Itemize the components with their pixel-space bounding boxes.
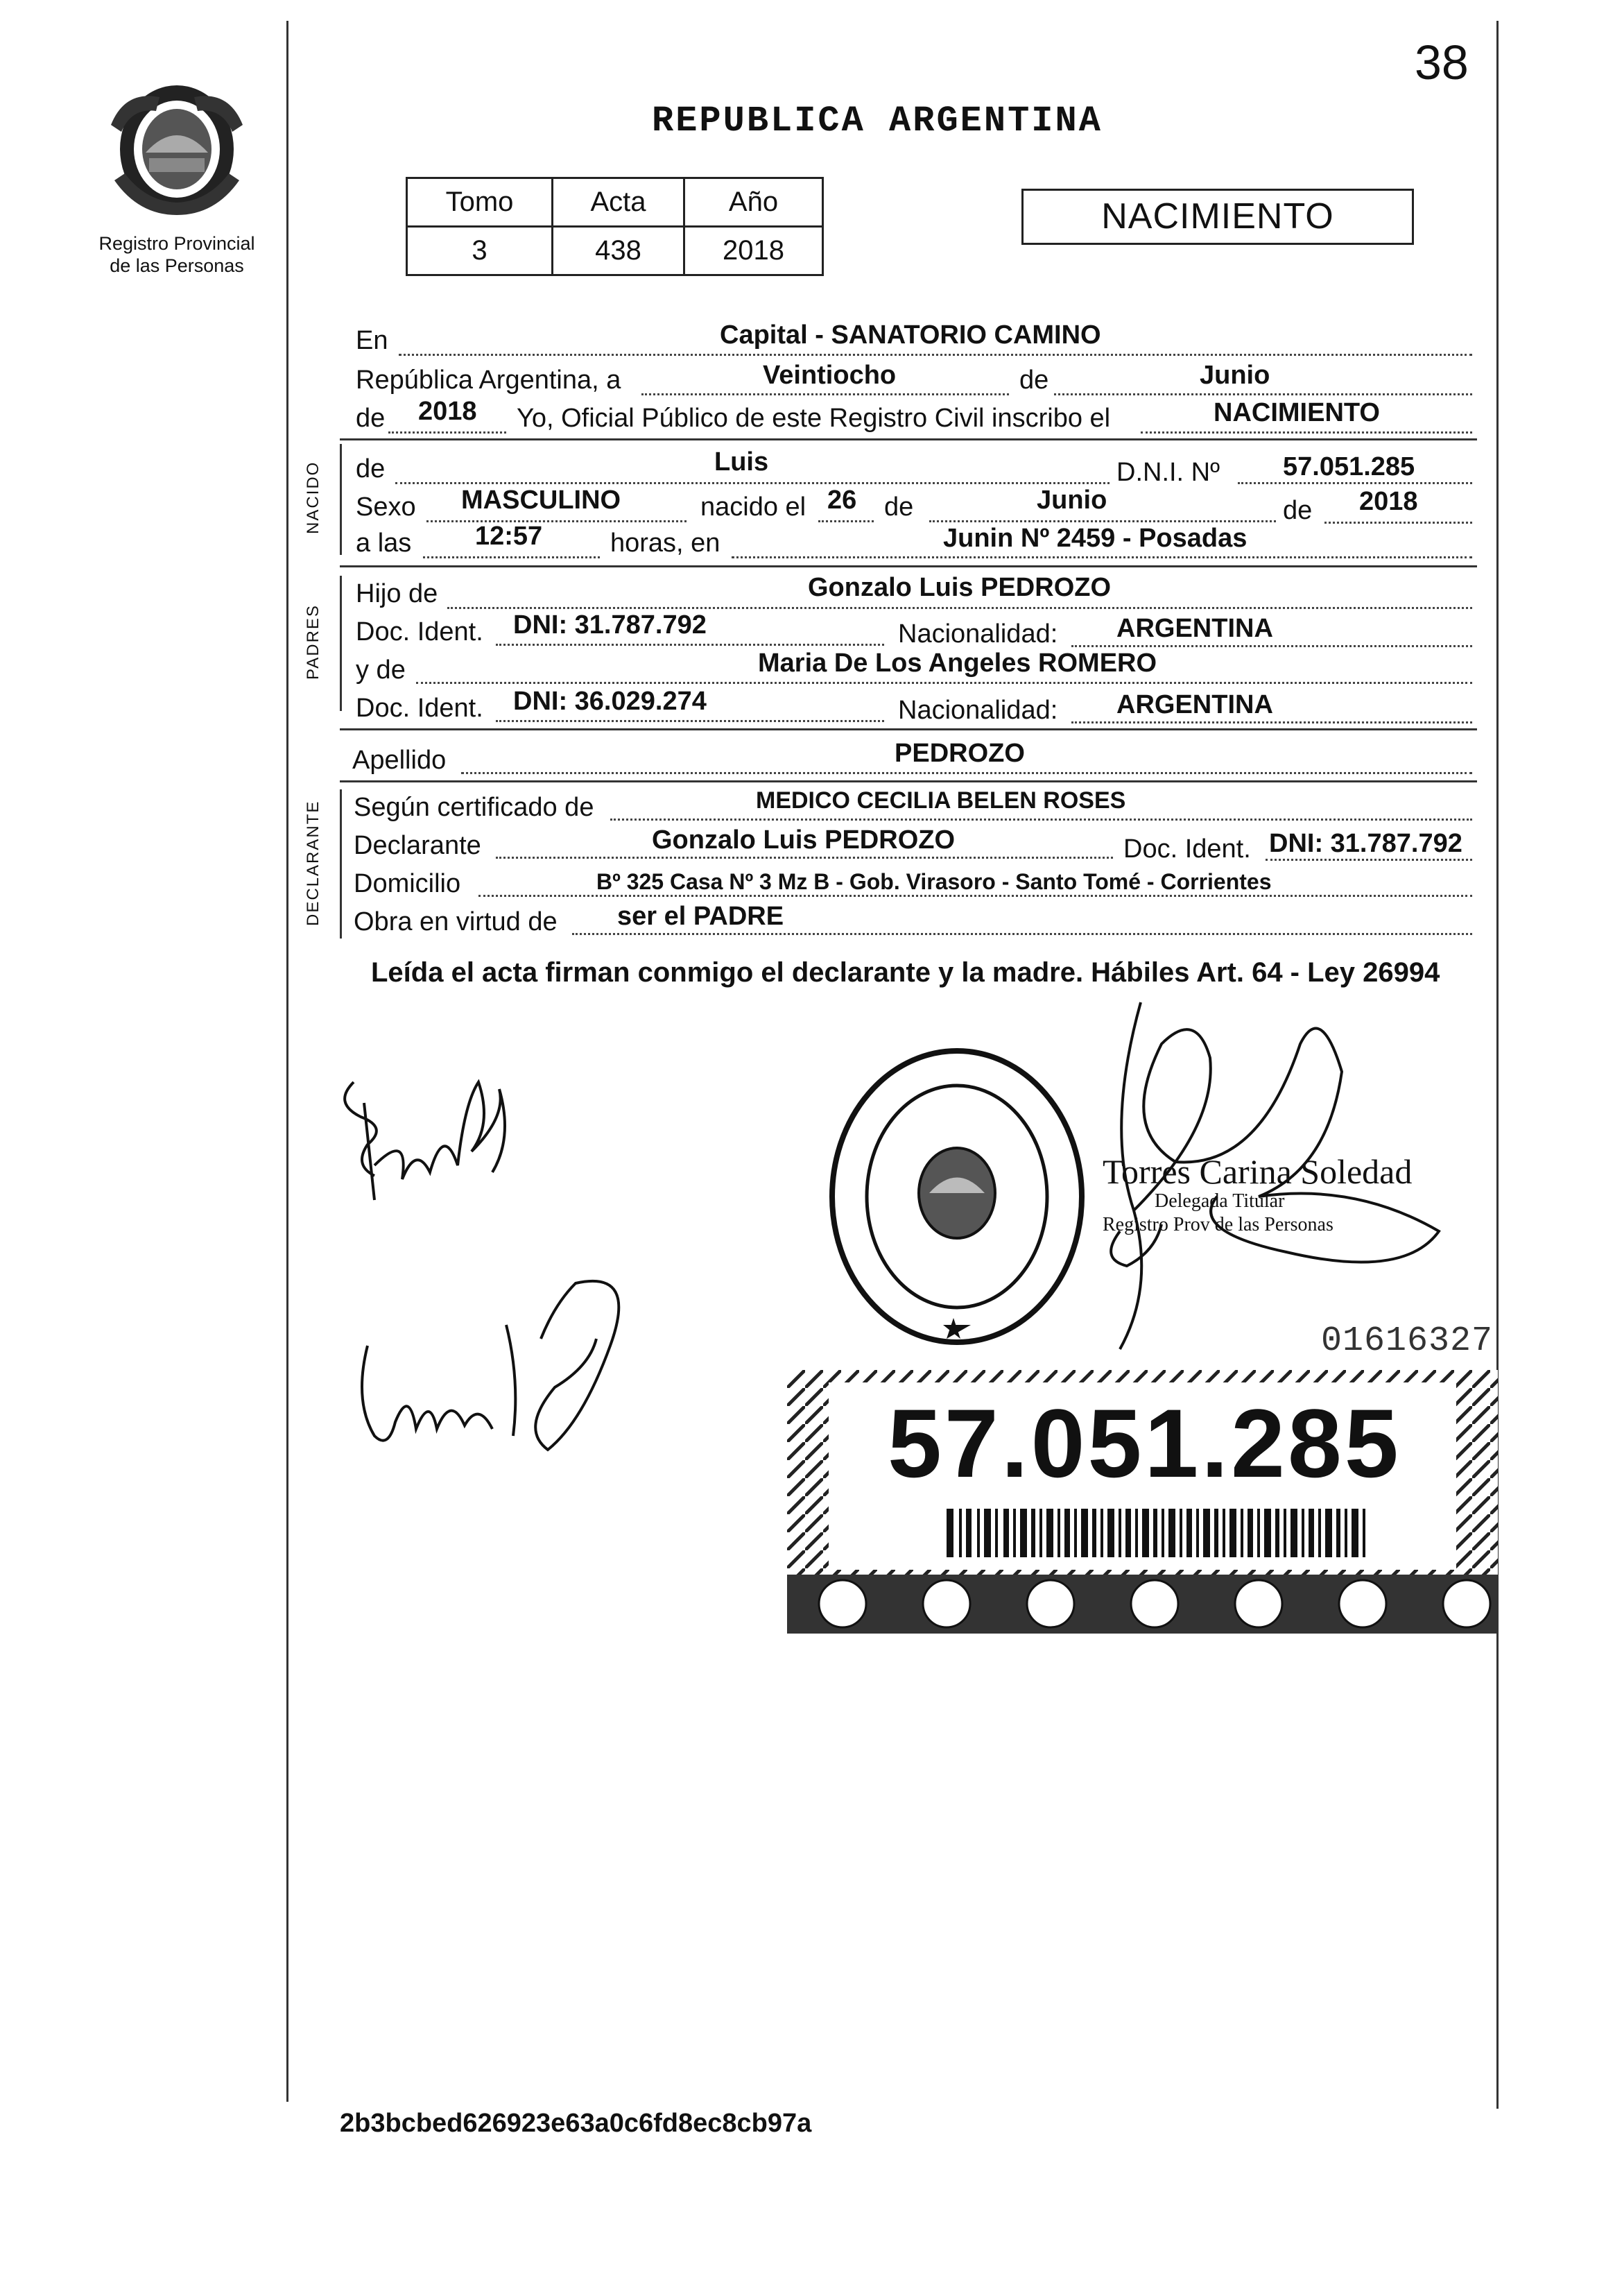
- dotted-line: [388, 431, 506, 434]
- nacionalidad-label: Nacionalidad:: [898, 696, 1058, 725]
- provincial-seal-logo: [97, 76, 257, 222]
- dotted-line: [1238, 482, 1472, 484]
- section-divider: [340, 565, 1477, 567]
- domicilio-label: Domicilio: [354, 869, 461, 898]
- child-dni-value: 57.051.285: [1283, 452, 1415, 481]
- section-divider: [340, 780, 1477, 782]
- record-type-box: NACIMIENTO: [1021, 189, 1414, 245]
- surname-value: PEDROZO: [895, 739, 1025, 768]
- dotted-line: [395, 482, 1110, 484]
- left-margin-line: [286, 21, 288, 2102]
- child-name-value: Luis: [714, 447, 769, 477]
- official-organization: Registro Prov de las Personas: [1103, 1214, 1333, 1235]
- certificate-value: MEDICO CECILIA BELEN ROSES: [756, 787, 1126, 814]
- anio-header: Año: [684, 178, 823, 227]
- hijo-de-label: Hijo de: [356, 579, 438, 608]
- nacido-bracket: [340, 444, 342, 555]
- sexo-label: Sexo: [356, 492, 416, 522]
- official-name: Torres Carina Soledad: [1103, 1152, 1413, 1191]
- mother-nationality-value: ARGENTINA: [1116, 690, 1273, 719]
- apellido-label: Apellido: [352, 746, 447, 775]
- y-de-label: y de: [356, 656, 406, 685]
- dotted-line: [496, 857, 1113, 859]
- birth-place-value: Junin Nº 2459 - Posadas: [943, 524, 1248, 553]
- anio-value: 2018: [684, 227, 823, 275]
- declarante-bracket: [340, 789, 342, 939]
- tomo-header: Tomo: [407, 178, 553, 227]
- issuer-caption-line1: Registro Provincial: [98, 233, 255, 254]
- padres-bracket: [340, 576, 342, 711]
- sticker-dni-number: 57.051.285: [888, 1389, 1401, 1498]
- de-label: de: [884, 492, 914, 522]
- de-label: de: [1283, 496, 1313, 525]
- birth-month-value: Junio: [1037, 486, 1107, 515]
- place-value: Capital - SANATORIO CAMINO: [720, 320, 1101, 350]
- dotted-line: [426, 520, 687, 522]
- dotted-line: [732, 556, 1472, 558]
- de-label: de: [356, 404, 386, 433]
- dotted-line: [641, 393, 1009, 395]
- dotted-line: [496, 644, 884, 646]
- document-title: REPUBLICA ARGENTINA: [652, 101, 1103, 142]
- document-hash: 2b3bcbed626923e63a0c6fd8ec8cb97a: [340, 2109, 812, 2138]
- doc-ident-label: Doc. Ident.: [356, 617, 483, 646]
- address-value: Bº 325 Casa Nº 3 Mz B - Gob. Virasoro - Santo Tomé - Corrientes: [596, 869, 1272, 894]
- nacionalidad-label: Nacionalidad:: [898, 619, 1058, 649]
- serial-number: 01616327: [1321, 1321, 1494, 1361]
- sex-value: MASCULINO: [461, 486, 621, 515]
- dotted-line: [416, 682, 1472, 684]
- time-value: 12:57: [475, 522, 543, 551]
- closing-statement: Leída el acta firman conmigo el declarante y la madre. Hábiles Art. 64 - Ley 26994: [371, 957, 1440, 988]
- page-number: 38: [1415, 35, 1469, 89]
- dotted-line: [572, 933, 1472, 935]
- acta-value: 438: [553, 227, 684, 275]
- nacido-de-label: de: [356, 454, 386, 483]
- dotted-line: [423, 556, 600, 558]
- tomo-value: 3: [407, 227, 553, 275]
- official-role: Delegada Titular: [1155, 1190, 1285, 1212]
- capacity-value: ser el PADRE: [617, 902, 784, 931]
- dotted-line: [1266, 859, 1472, 861]
- doc-ident-label: Doc. Ident.: [356, 694, 483, 723]
- declarante-label: Declarante: [354, 831, 481, 860]
- certificado-label: Según certificado de: [354, 793, 594, 822]
- issuer-caption-line2: de las Personas: [110, 255, 244, 276]
- father-doc-value: DNI: 31.787.792: [513, 610, 707, 640]
- declarant-name-value: Gonzalo Luis PEDROZO: [652, 825, 956, 855]
- dotted-line: [1054, 393, 1472, 395]
- issuer-caption: [83, 232, 270, 277]
- en-label: En: [356, 326, 388, 355]
- yo-text: Yo, Oficial Público de este Registro Civil inscribo el: [517, 404, 1111, 433]
- mother-name-value: Maria De Los Angeles ROMERO: [758, 649, 1157, 678]
- day-value: Veintiocho: [763, 361, 897, 390]
- nacido-el-label: nacido el: [700, 492, 806, 522]
- mother-doc-value: DNI: 36.029.274: [513, 687, 707, 716]
- republica-label: República Argentina, a: [356, 366, 621, 395]
- father-name-value: Gonzalo Luis PEDROZO: [808, 573, 1112, 602]
- dotted-line: [399, 354, 1472, 356]
- dotted-line: [1071, 721, 1472, 723]
- section-divider: [340, 728, 1477, 730]
- registry-table: [406, 177, 824, 276]
- birth-day-value: 26: [827, 486, 857, 515]
- dotted-line: [496, 720, 884, 722]
- horas-label: horas, en: [610, 529, 720, 558]
- dni-label: D.N.I. Nº: [1116, 458, 1220, 487]
- doc-ident-label: Doc. Ident.: [1123, 834, 1251, 864]
- dotted-line: [929, 520, 1276, 522]
- nacido-section-label: NACIDO: [304, 461, 322, 534]
- dotted-line: [447, 607, 1472, 609]
- dotted-line: [1141, 431, 1472, 434]
- birth-year-value: 2018: [1359, 487, 1418, 516]
- dotted-line: [478, 895, 1472, 897]
- declarant-doc-value: DNI: 31.787.792: [1269, 829, 1462, 858]
- section-divider: [340, 438, 1477, 440]
- dotted-line: [461, 772, 1472, 774]
- a-las-label: a las: [356, 529, 412, 558]
- year-value: 2018: [418, 397, 477, 426]
- father-nationality-value: ARGENTINA: [1116, 614, 1273, 643]
- acta-header: Acta: [553, 178, 684, 227]
- mother-signature: [347, 1262, 666, 1471]
- dotted-line: [610, 819, 1472, 821]
- right-margin-line: [1496, 21, 1499, 2109]
- month-value: Junio: [1200, 361, 1270, 390]
- dotted-line: [1071, 645, 1472, 647]
- declarant-signature: [326, 1061, 541, 1221]
- declarante-section-label: DECLARANTE: [304, 800, 322, 926]
- obra-label: Obra en virtud de: [354, 907, 558, 936]
- dotted-line: [818, 520, 874, 522]
- padres-section-label: PADRES: [304, 604, 322, 680]
- official-stamp: [825, 1044, 1089, 1349]
- dotted-line: [1324, 522, 1472, 524]
- record-word-value: NACIMIENTO: [1214, 398, 1380, 427]
- de-label: de: [1019, 366, 1049, 395]
